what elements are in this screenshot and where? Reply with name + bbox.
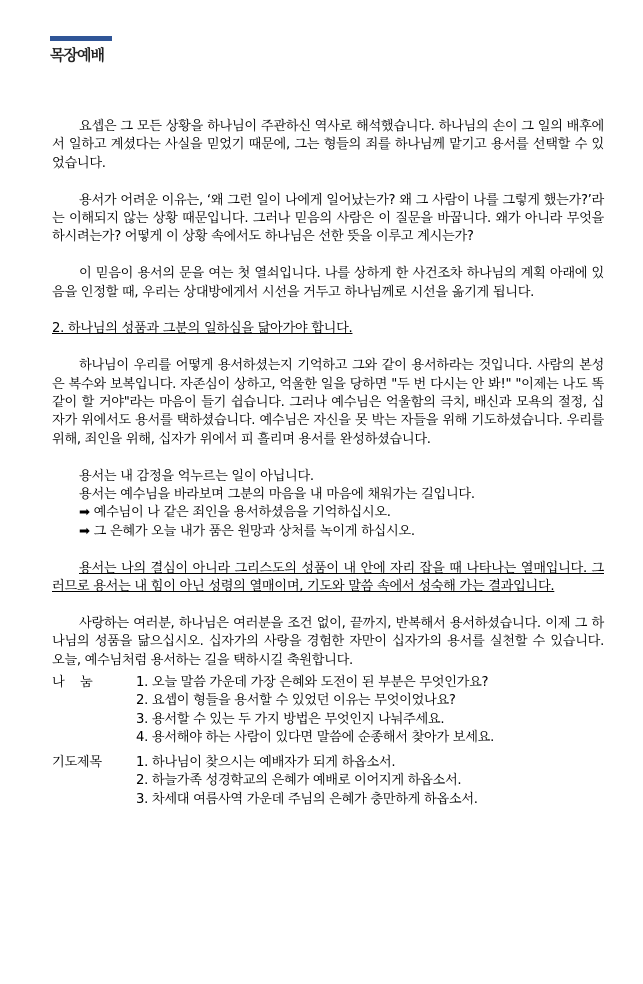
paragraph-2: 용서가 어려운 이유는, ‘왜 그런 일이 나에게 일어났는가? 왜 그 사람이 나를 그렇게 했는가?’라는 이해되지 않는 상황 때문입니다. 그러나 믿음의 사람은 이 질문을 바꿉니다. 왜가 아니라 무엇을 하시려는가? 어떻게 이 상황 속에서도 하나님은 선한 뜻을 이루고 계시는가? (52, 192, 604, 245)
sharing-item: 4. 용서해야 하는 사람이 있다면 말씀에 순종해서 찾아가 보세요. (136, 730, 494, 746)
paragraph-4: 하나님이 우리를 어떻게 용서하셨는지 기억하고 그와 같이 용서하라는 것입니다. 사람의 본성은 복수와 보복입니다. 자존심이 상하고, 억울한 일을 당하면 "두 번 다시는 안 봐!" "이제는 나도 똑같이 할 거야"라는 마음이 들기 쉽습니다. 그러나 예수님은 억울함의 극치, 배신과 모욕의 절정, 십자가 위에서도 용서를 택하셨습니다. 예수님은 자신을 못 박는 자들을 위해 기도하셨습니다. 우리를 위해, 죄인을 위해, 십자가 위에서 피 흘리며 용서를 완성하셨습니다. (52, 358, 604, 447)
list-item: ➡ 그 은혜가 오늘 내가 품은 원망과 상처를 녹이게 하십시오. (79, 523, 415, 539)
list-item: ➡ 예수님이 나 같은 죄인을 용서하셨음을 기억하십시오. (79, 505, 391, 521)
page-title: 목장예배 (50, 46, 104, 64)
sharing-item: 2. 요셉이 형들을 용서할 수 있었던 이유는 무엇이었나요? (136, 693, 456, 709)
list-item: 용서는 내 감정을 억누르는 일이 아닙니다. (79, 468, 314, 484)
prayer-item: 2. 하늘가족 성경학교의 은혜가 예배로 이어지게 하옵소서. (136, 773, 462, 789)
paragraph-5-underlined: 용서는 나의 결심이 아니라 그리스도의 성품이 내 안에 자리 잡을 때 나타나는 열매입니다. 그러므로 용서는 내 힘이 아닌 성령의 열매이며, 기도와 말씀 속에서 성숙해 가는 결과입니다. (52, 560, 604, 595)
prayer-label: 기도제목 (52, 754, 102, 770)
sharing-item: 3. 용서할 수 있는 두 가지 방법은 무엇인지 나눠주세요. (136, 711, 445, 727)
sharing-item: 1. 오늘 말씀 가운데 가장 은혜와 도전이 된 부분은 무엇인가요? (136, 675, 489, 691)
forgiveness-list (52, 468, 604, 542)
paragraph-1: 요셉은 그 모든 상황을 하나님이 주관하신 역사로 해석했습니다. 하나님의 손이 그 일의 배후에서 일하고 계셨다는 사실을 믿었기 때문에, 그는 형들의 죄를 하나님께 맡기고 용서를 선택할 수 있었습니다. (52, 119, 604, 171)
prayer-section (52, 754, 604, 809)
prayer-item: 1. 하나님이 찾으시는 예배자가 되게 하옵소서. (136, 754, 396, 770)
sharing-label: 나 눔 (52, 675, 93, 691)
sharing-section (52, 674, 604, 748)
paragraph-3: 이 믿음이 용서의 문을 여는 첫 열쇠입니다. 나를 상하게 한 사건조차 하나님의 계획 아래에 있음을 인정할 때, 우리는 상대방에게서 시선을 거두고 하나님께로 시선을 옮기게 됩니다. (52, 266, 604, 300)
header-accent-bar (50, 36, 112, 41)
sermon-body (52, 118, 604, 815)
list-item: 용서는 예수님을 바라보며 그분의 마음을 내 마음에 채워가는 길입니다. (79, 487, 475, 503)
paragraph-6: 사랑하는 여러분, 하나님은 여러분을 조건 없이, 끝까지, 반복해서 용서하셨습니다. 이제 그 하나님의 성품을 닮으십시오. 십자가의 사랑을 경험한 자만이 십자가의 용서를 실천할 수 있습니다. 오늘, 예수님처럼 용서하는 길을 택하시길 축원합니다. (52, 615, 604, 668)
section-heading-2: 2. 하나님의 성품과 그분의 일하심을 닮아가야 합니다. (52, 321, 353, 337)
prayer-item: 3. 차세대 여름사역 가운데 주님의 은혜가 충만하게 하옵소서. (136, 791, 478, 807)
page-header (50, 36, 112, 65)
